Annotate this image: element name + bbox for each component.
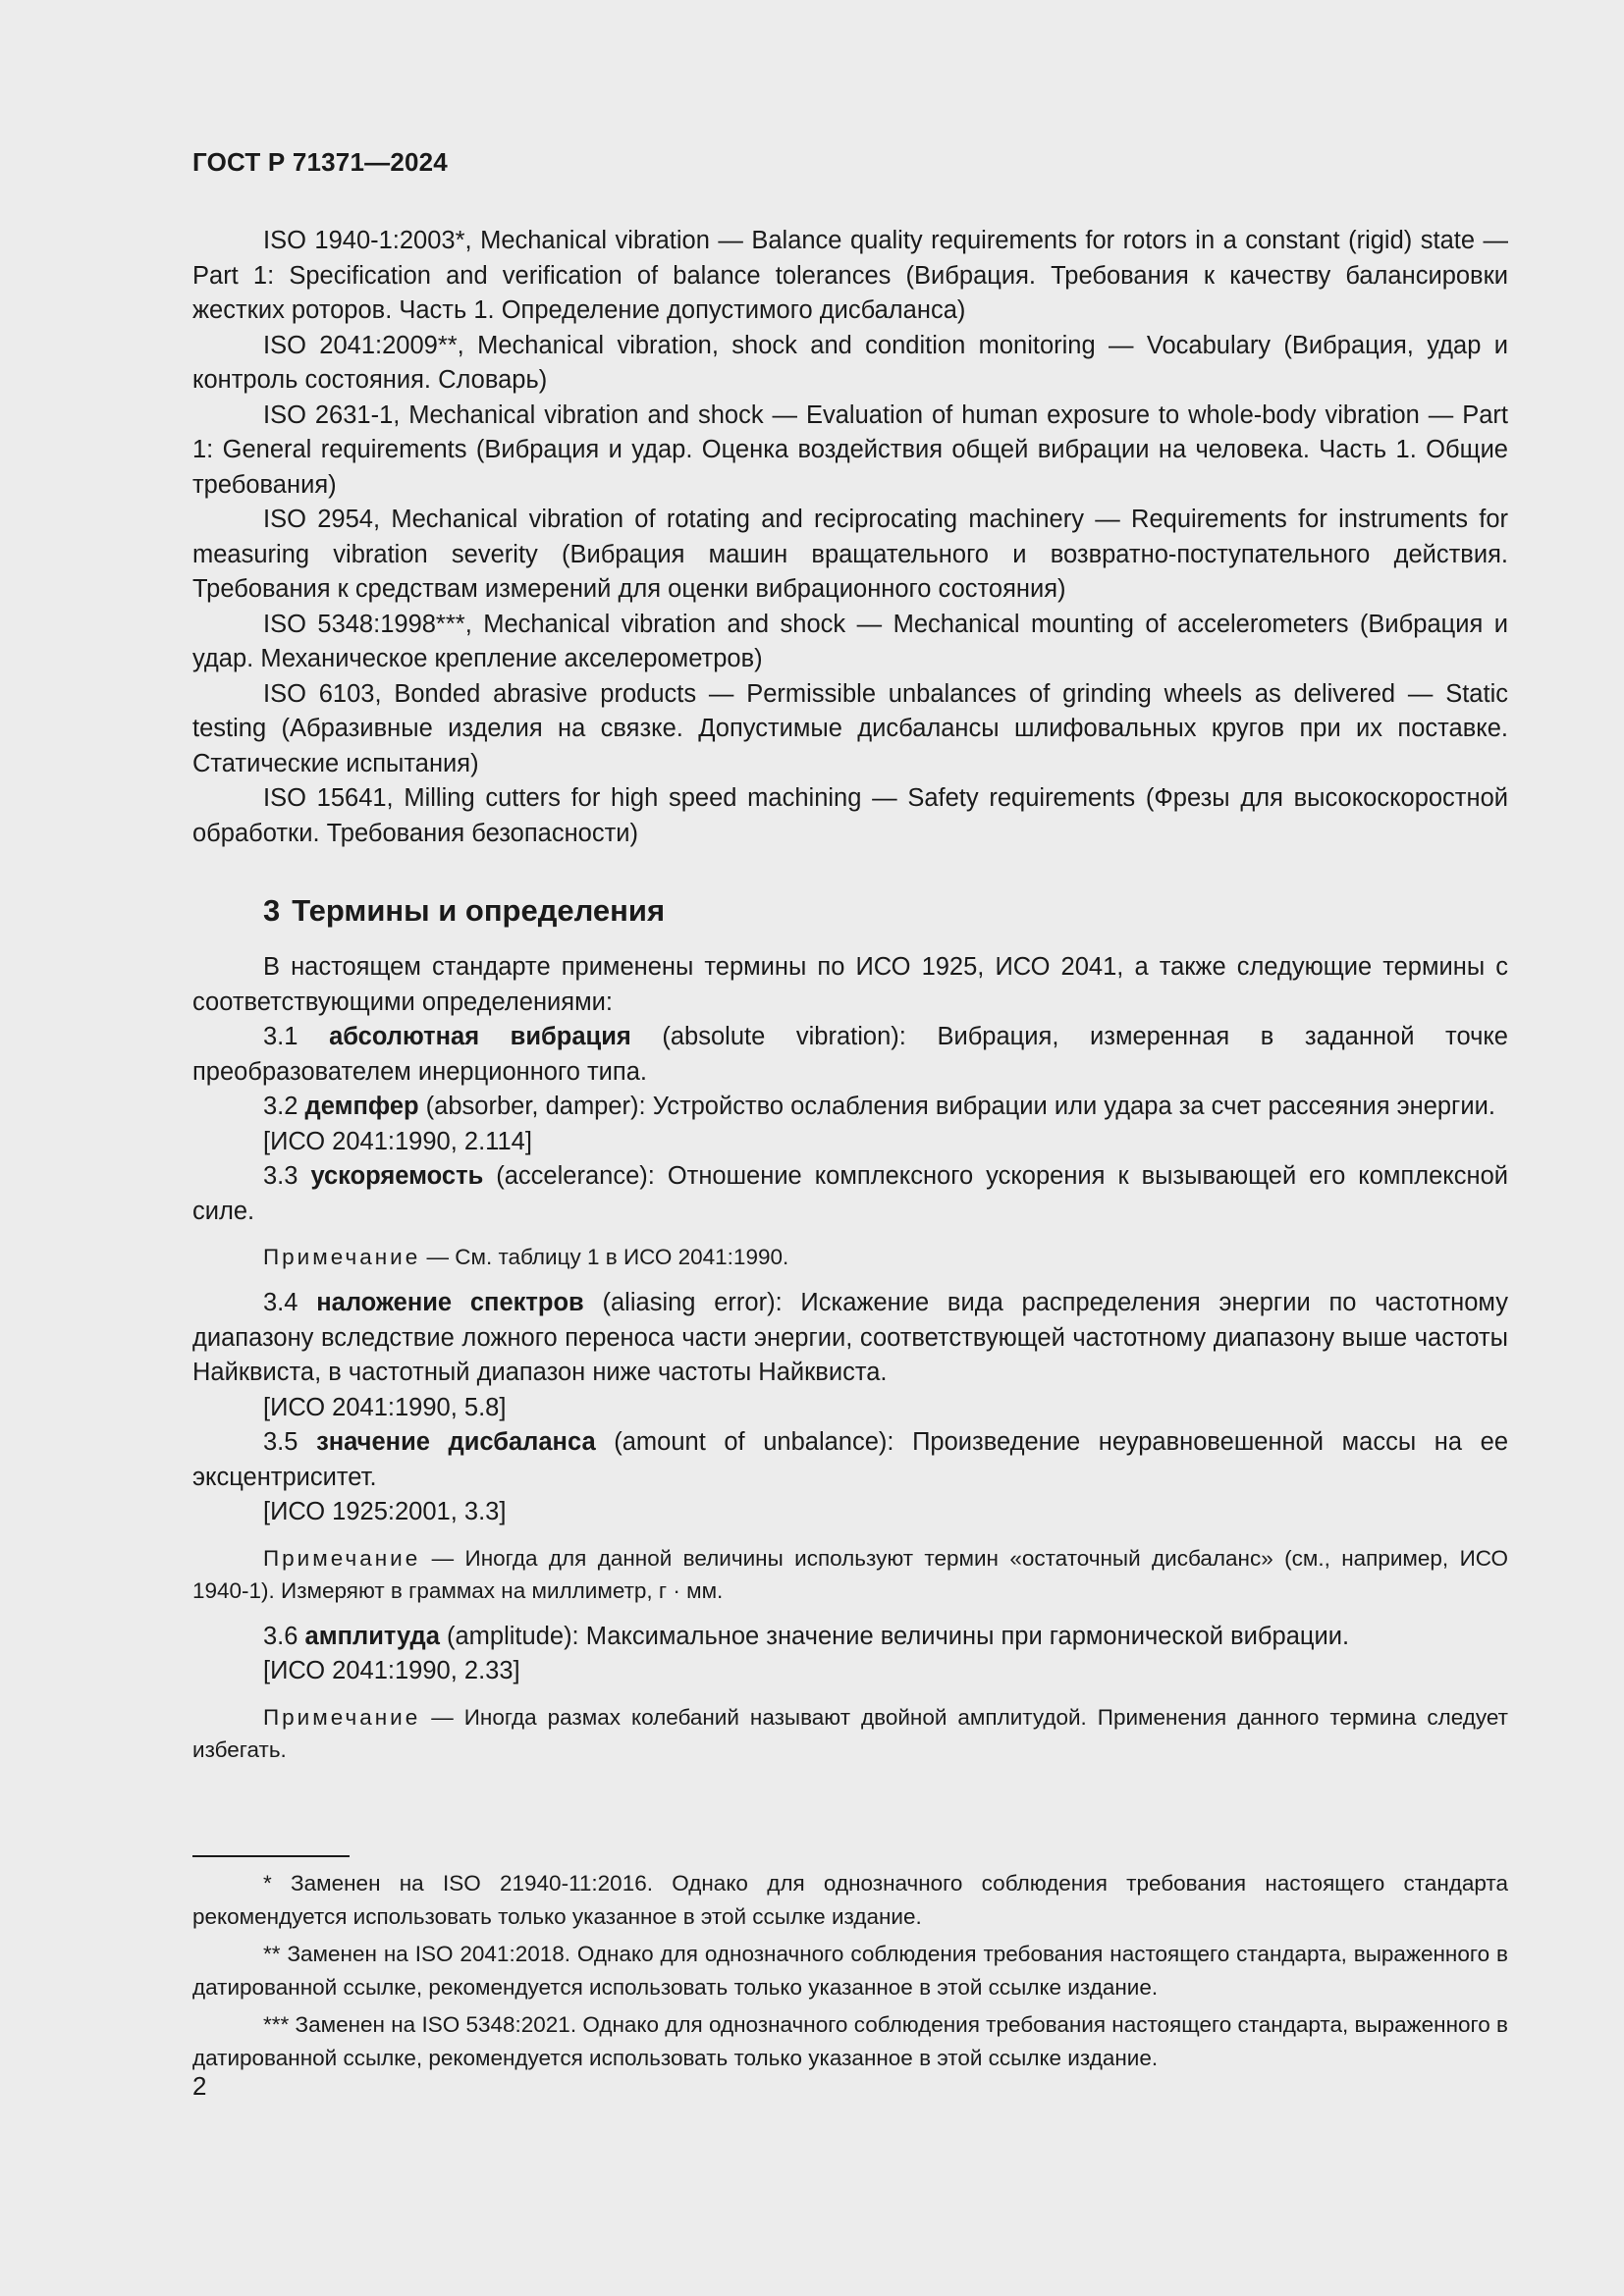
footnote-text: Заменен на ISO 21940-11:2016. Однако для однозначного соблюдения требования настоящего стандарта рекомендуется использовать только указанное в этой ссылке издание.: [192, 1871, 1508, 1929]
term-number: 3.6: [263, 1622, 298, 1650]
note-label: Примечание: [263, 1545, 421, 1571]
footnotes: [192, 1867, 1508, 2079]
term-note: [192, 1241, 1508, 1273]
term-source-ref: [ИСО 2041:1990, 5.8]: [263, 1393, 507, 1421]
note-text: — Иногда для данной величины используют термин «остаточный дисбаланс» (см., например, ИСО 1940-1). Измеряют в граммах на миллиметр, г · мм.: [192, 1545, 1508, 1603]
term-note: [192, 1701, 1508, 1766]
footnote-text: Заменен на ISO 2041:2018. Однако для однозначного соблюдения требования настоящего стандарта, выраженного в датированной ссылке, рекомендуется использовать только указанное в этой ссылке издание.: [192, 1942, 1508, 2000]
reference-iso-2631: ISO 2631-1, Mechanical vibration and shock — Evaluation of human exposure to whole-body vibration — Part 1: General requirements (Вибрация и удар. Оценка воздействия общей вибрации на человека. Часть 1. Общие требования): [192, 400, 1508, 499]
term-definition: (absolute vibration): Вибрация, измеренная в заданной точке преобразователем инерционного типа.: [192, 1023, 1508, 1086]
footnote-divider: [192, 1855, 350, 1857]
term-source-ref: [ИСО 2041:1990, 2.33]: [263, 1657, 520, 1684]
page-header: ГОСТ Р 71371—2024: [192, 147, 448, 177]
term-name: амплитуда: [304, 1622, 440, 1650]
main-content: [192, 224, 1508, 1779]
term-3-1: [192, 1020, 1508, 1090]
term-definition: (amount of unbalance): Произведение неуравновешенной массы на ее эксцентриситет.: [192, 1428, 1509, 1491]
term-name: ускоряемость: [310, 1162, 484, 1190]
term-3-5: [192, 1425, 1508, 1495]
term-3-2: [192, 1090, 1508, 1125]
term-number: 3.1: [263, 1023, 298, 1050]
term-name: наложение спектров: [316, 1289, 584, 1316]
term-name: демпфер: [304, 1093, 419, 1120]
term-number: 3.3: [263, 1162, 298, 1190]
note-label: Примечание: [263, 1245, 421, 1269]
reference-iso-15641: ISO 15641, Milling cutters for high speed machining — Safety requirements (Фрезы для высокоскоростной обработки. Требования безопасности): [192, 784, 1508, 847]
reference-iso-5348: ISO 5348:1998***, Mechanical vibration and shock — Mechanical mounting of accelerometers (Вибрация и удар. Механическое крепление акселерометров): [192, 610, 1508, 672]
reference-iso-1940: ISO 1940-1:2003*, Mechanical vibration — Balance quality requirements for rotors in a constant (rigid) state — Part 1: Specification and verification of balance tolerances (Вибрация. Требования к качеству балансировки жестких роторов. Часть 1. Определение допустимого дисбаланса): [192, 227, 1508, 324]
reference-iso-6103: ISO 6103, Bonded abrasive products — Permissible unbalances of grinding wheels as delivered — Static testing (Абразивные изделия на связке. Допустимые дисбалансы шлифовальных кругов при их поставке. Статические испытания): [192, 679, 1508, 777]
term-3-3: [192, 1159, 1508, 1229]
footnote-mark: *: [263, 1871, 272, 1896]
term-name: абсолютная вибрация: [329, 1023, 631, 1050]
footnote-3: [192, 2008, 1508, 2075]
reference-iso-2041: ISO 2041:2009**, Mechanical vibration, shock and condition monitoring — Vocabulary (Вибрация, удар и контроль состояния. Словарь): [192, 331, 1508, 394]
term-3-6: [192, 1620, 1508, 1655]
term-source-ref: [ИСО 1925:2001, 3.3]: [263, 1498, 507, 1525]
footnote-mark: ***: [263, 2012, 290, 2037]
term-definition: (amplitude): Максимальное значение величины при гармонической вибрации.: [439, 1622, 1350, 1650]
term-name: значение дисбаланса: [316, 1428, 596, 1456]
footnote-2: [192, 1938, 1508, 2004]
page-number: 2: [192, 2071, 207, 2101]
section-intro: В настоящем стандарте применены термины по ИСО 1925, ИСО 2041, а также следующие термины с соответствующими определениями:: [192, 953, 1508, 1016]
note-label: Примечание: [263, 1704, 421, 1730]
section-heading: [263, 891, 1508, 931]
term-source-ref: [ИСО 2041:1990, 2.114]: [263, 1127, 532, 1155]
reference-iso-2954: ISO 2954, Mechanical vibration of rotating and reciprocating machinery — Requirements for instruments for measuring vibration severity (Вибрация машин вращательного и возвратно-поступательного действия. Требования к средствам измерений для оценки вибрационного состояния): [192, 506, 1508, 603]
term-note: [192, 1542, 1508, 1607]
term-definition: (absorber, damper): Устройство ослабления вибрации или удара за счет рассеяния энергии.: [418, 1093, 1495, 1120]
term-number: 3.4: [263, 1289, 298, 1316]
note-text: — Иногда размах колебаний называют двойной амплитудой. Применения данного термина следует избегать.: [192, 1704, 1508, 1762]
term-number: 3.5: [263, 1428, 298, 1456]
section-number: 3: [263, 893, 281, 928]
footnote-1: [192, 1867, 1508, 1934]
note-text: — См. таблицу 1 в ИСО 2041:1990.: [420, 1245, 789, 1269]
footnote-mark: **: [263, 1942, 281, 1966]
section-title: Термины и определения: [292, 893, 666, 928]
term-number: 3.2: [263, 1093, 298, 1120]
term-definition: (aliasing error): Искажение вида распределения энергии по частотному диапазону вследствие ложного переноса части энергии, соответствующей частотному диапазону выше частоты Найквиста, в частотный диапазон ниже частоты Найквиста.: [192, 1289, 1508, 1386]
term-definition: (accelerance): Отношение комплексного ускорения к вызывающей его комплексной силе.: [192, 1162, 1508, 1225]
term-3-4: [192, 1286, 1508, 1391]
footnote-text: Заменен на ISO 5348:2021. Однако для однозначного соблюдения требования настоящего стандарта, выраженного в датированной ссылке, рекомендуется использовать только указанное в этой ссылке издание.: [192, 2012, 1508, 2070]
